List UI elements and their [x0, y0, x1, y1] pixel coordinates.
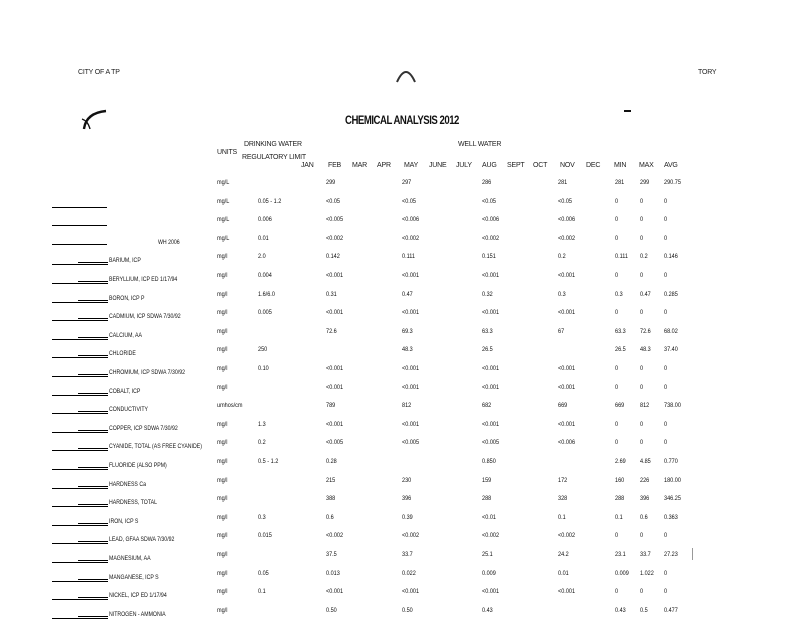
feb-cell: <0.001: [326, 309, 344, 317]
unit-cell: mg/l: [217, 290, 228, 298]
min-cell: 2.69: [615, 458, 626, 465]
row-rule-line-lower: [52, 543, 108, 544]
feb-cell: <0.001: [326, 420, 344, 428]
nov-cell: 0.1: [558, 513, 566, 521]
min-cell: 26.5: [615, 346, 626, 354]
row-rule-line: [78, 541, 108, 542]
max-cell: 0: [640, 588, 644, 596]
nov-cell: <0.002: [558, 532, 576, 540]
avg-cell: 346.25: [664, 495, 681, 503]
min-cell: 0: [615, 365, 619, 372]
nov-cell: 0.01: [558, 569, 569, 577]
header-right-text: TORY: [698, 69, 717, 76]
may-cell: 69.3: [402, 327, 413, 335]
avg-cell: 0: [664, 383, 668, 391]
avg-cell: 0: [664, 420, 668, 428]
row-rule-line: [78, 504, 108, 505]
unit-cell: mg/l: [217, 532, 228, 540]
max-header: MAX: [639, 162, 654, 169]
nov-cell: 0.3: [558, 290, 566, 298]
page-title: CHEMICAL ANALYSIS 2012: [345, 113, 459, 127]
analyte-name: BARIUM, ICP: [109, 257, 141, 265]
aug-cell: 682: [482, 402, 492, 410]
limit-cell: 0.1: [258, 588, 266, 596]
analyte-name: COBALT, ICP: [109, 387, 141, 395]
limit-cell: 0.3: [258, 513, 266, 521]
analyte-name: MANGANESE, ICP S: [109, 573, 159, 581]
unit-cell: mg/l: [217, 495, 228, 503]
may-cell: <0.001: [402, 588, 420, 596]
unit-cell: mg/l: [217, 439, 228, 447]
feb-cell: 0.31: [326, 290, 337, 298]
row-rule-line: [52, 225, 107, 226]
avg-cell: 0: [664, 216, 668, 224]
aug-cell: 25.1: [482, 551, 493, 558]
aug-cell: 159: [482, 476, 492, 484]
row-rule-line: [78, 393, 108, 394]
month-header-dec: DEC: [586, 162, 601, 169]
aug-cell: 0.850: [482, 458, 496, 465]
nov-cell: <0.006: [558, 216, 576, 224]
max-cell: 0: [640, 439, 644, 447]
avg-header: AVG: [664, 162, 678, 169]
max-cell: 299: [640, 179, 650, 186]
max-cell: 0: [640, 216, 644, 224]
min-cell: 0: [615, 234, 619, 242]
unit-cell: mg/l: [217, 253, 228, 261]
avg-cell: 0: [664, 309, 668, 317]
unit-cell: mg/l: [217, 606, 228, 614]
aug-cell: <0.002: [482, 532, 500, 540]
feb-cell: <0.001: [326, 588, 344, 596]
unit-cell: mg/L: [217, 197, 230, 205]
row-rule-line-lower: [52, 376, 108, 377]
feb-cell: 37.5: [326, 551, 337, 558]
max-cell: 72.6: [640, 327, 651, 335]
min-cell: 0: [615, 588, 619, 596]
month-header-june: JUNE: [429, 162, 447, 169]
limit-cell: 0.10: [258, 365, 269, 372]
nov-cell: 24.2: [558, 551, 569, 558]
aug-cell: <0.05: [482, 197, 496, 205]
may-cell: <0.001: [402, 272, 420, 279]
aug-cell: 26.5: [482, 346, 493, 354]
analyte-name: CONDUCTIVITY: [109, 406, 148, 414]
feb-cell: <0.05: [326, 197, 340, 205]
unit-cell: mg/l: [217, 569, 228, 577]
may-cell: <0.002: [402, 234, 420, 242]
limit-cell: 0.006: [258, 216, 272, 224]
row-rule-line-lower: [52, 283, 108, 284]
avg-cell: 0.146: [664, 253, 678, 261]
avg-cell: 0: [664, 197, 668, 205]
analyte-name: HARDNESS Ca: [109, 480, 146, 488]
may-cell: <0.001: [402, 309, 420, 317]
aug-cell: 0.43: [482, 606, 493, 614]
min-cell: 160: [615, 476, 625, 484]
min-cell: 63.3: [615, 327, 626, 335]
limit-cell: 0.2: [258, 439, 266, 447]
row-rule-line: [78, 300, 108, 301]
scan-mark: [624, 110, 631, 112]
unit-cell: mg/l: [217, 383, 228, 391]
row-rule-line: [78, 467, 108, 468]
nov-cell: <0.001: [558, 588, 576, 596]
may-cell: <0.001: [402, 420, 420, 428]
analyte-name: CHROMIUM, ICP SDWA 7/30/92: [109, 369, 185, 376]
limit-cell: 0.05: [258, 569, 269, 577]
row-rule-line: [78, 318, 108, 319]
well-water-header: WELL WATER: [458, 141, 502, 148]
row-rule-line-lower: [52, 320, 108, 321]
row-rule-line: [78, 523, 108, 524]
row-rule-line: [52, 207, 107, 208]
min-cell: 288: [615, 495, 625, 503]
feb-cell: <0.002: [326, 234, 344, 242]
limit-cell: 0.05 - 1.2: [258, 197, 282, 205]
avg-cell: 738.00: [664, 402, 681, 410]
month-header-mar: MAR: [352, 162, 367, 169]
row-rule-line: [78, 262, 108, 263]
unit-cell: mg/l: [217, 309, 228, 317]
limit-cell: 0.015: [258, 532, 272, 540]
aug-cell: <0.001: [482, 309, 500, 317]
may-cell: 812: [402, 402, 412, 410]
min-cell: 0: [615, 272, 619, 279]
analyte-name: NICKEL, ICP ED 1/17/94: [109, 592, 167, 600]
feb-cell: <0.001: [326, 383, 344, 391]
aug-cell: <0.001: [482, 272, 500, 279]
avg-cell: 0.285: [664, 290, 678, 298]
analyte-name: BORON, ICP P: [109, 294, 145, 302]
max-cell: 396: [640, 495, 650, 503]
min-cell: 0: [615, 216, 619, 224]
min-cell: 669: [615, 402, 625, 410]
unit-cell: mg/l: [217, 458, 228, 465]
row-rule-line-lower: [52, 469, 108, 470]
row-rule-line-lower: [52, 450, 108, 451]
avg-cell: 180.00: [664, 476, 681, 484]
nov-cell: <0.001: [558, 365, 576, 372]
unit-cell: mg/l: [217, 272, 228, 279]
min-cell: 0: [615, 383, 619, 391]
row-rule-line-lower: [52, 302, 108, 303]
max-cell: 0.47: [640, 290, 651, 298]
swoosh-logo-icon: [80, 107, 110, 133]
min-cell: 281: [615, 179, 625, 186]
nov-cell: <0.001: [558, 383, 576, 391]
max-cell: 812: [640, 402, 650, 410]
row-rule-line: [78, 281, 108, 282]
min-cell: 0: [615, 532, 619, 540]
avg-cell: 0: [664, 569, 668, 577]
unit-cell: mg/L: [217, 216, 230, 224]
max-cell: 1.022: [640, 569, 654, 577]
row-rule-line-lower: [52, 506, 108, 507]
avg-cell: 0: [664, 365, 668, 372]
avg-cell: 0.770: [664, 458, 678, 465]
min-cell: 0.111: [615, 253, 629, 261]
nov-cell: <0.001: [558, 272, 576, 279]
analyte-name: CADMIUM, ICP SDWA 7/30/92: [109, 313, 181, 321]
nov-cell: 172: [558, 476, 568, 484]
limit-header-line2: REGULATORY LIMIT: [242, 154, 306, 161]
limit-header-line1: DRINKING WATER: [244, 141, 302, 148]
max-cell: 0.2: [640, 253, 648, 261]
aug-cell: <0.001: [482, 365, 500, 372]
unit-cell: mg/l: [217, 551, 228, 558]
unit-cell: mg/l: [217, 513, 228, 521]
aug-cell: 288: [482, 495, 492, 503]
row-rule-line: [78, 374, 108, 375]
avg-cell: 37.40: [664, 346, 678, 354]
unit-cell: mg/l: [217, 327, 228, 335]
may-cell: 0.022: [402, 569, 416, 577]
min-cell: 0.009: [615, 569, 629, 577]
avg-cell: 0: [664, 588, 668, 596]
min-header: MIN: [614, 162, 627, 169]
analyte-name: FLUORIDE (ALSO PPM): [109, 462, 167, 469]
row-rule-line-lower: [52, 395, 108, 396]
min-cell: 0.3: [615, 290, 623, 298]
unit-cell: mg/l: [217, 365, 228, 372]
min-cell: 0.1: [615, 513, 623, 521]
may-cell: <0.001: [402, 383, 420, 391]
aug-cell: 0.32: [482, 290, 493, 298]
aug-cell: <0.001: [482, 383, 500, 391]
max-cell: 33.7: [640, 551, 651, 558]
nov-cell: <0.002: [558, 234, 576, 242]
limit-cell: 1.3: [258, 420, 266, 428]
aug-cell: <0.001: [482, 588, 500, 596]
analyte-name: NITROGEN - AMMONIA: [109, 610, 166, 618]
unit-cell: umhos/cm: [217, 402, 243, 410]
nov-cell: <0.001: [558, 309, 576, 317]
unit-cell: mg/l: [217, 476, 228, 484]
may-cell: 0.39: [402, 513, 413, 521]
nov-cell: 328: [558, 495, 568, 503]
may-cell: <0.001: [402, 365, 420, 372]
max-cell: 0: [640, 420, 644, 428]
month-header-aug: AUG: [482, 162, 497, 169]
aug-cell: <0.006: [482, 216, 500, 224]
avg-cell: 0.477: [664, 606, 678, 614]
avg-cell: 0: [664, 439, 668, 447]
feb-cell: 0.013: [326, 569, 340, 577]
row-rule-line-lower: [52, 413, 108, 414]
max-cell: 0: [640, 197, 644, 205]
max-cell: 0: [640, 234, 644, 242]
feb-cell: <0.001: [326, 272, 344, 279]
row-rule-line: [78, 616, 108, 617]
aug-cell: 0.151: [482, 253, 496, 261]
row-rule-line: [78, 355, 108, 356]
feb-cell: 388: [326, 495, 336, 503]
month-header-jan: JAN: [301, 162, 314, 169]
limit-cell: 0.005: [258, 309, 272, 317]
may-cell: <0.002: [402, 532, 420, 540]
avg-cell: 290.75: [664, 179, 681, 186]
nov-cell: 0.2: [558, 253, 566, 261]
max-cell: 4.85: [640, 458, 651, 465]
row-rule-line-lower: [52, 488, 108, 489]
nov-cell: 281: [558, 179, 568, 186]
nov-cell: <0.001: [558, 420, 576, 428]
avg-cell: 0: [664, 272, 668, 279]
avg-cell: 0.363: [664, 513, 678, 521]
feb-cell: 215: [326, 476, 336, 484]
avg-cell: 0: [664, 234, 668, 242]
unit-cell: mg/l: [217, 588, 228, 596]
row-rule-line-lower: [52, 581, 108, 582]
max-cell: 0: [640, 365, 644, 372]
analyte-name: CHLORIDE: [109, 350, 136, 358]
month-header-may: MAY: [404, 162, 419, 169]
limit-cell: 2.0: [258, 253, 266, 261]
may-cell: <0.05: [402, 197, 416, 205]
limit-cell: 1.6/6.0: [258, 290, 275, 298]
aug-cell: <0.01: [482, 513, 496, 521]
row-rule-line: [78, 486, 108, 487]
max-cell: 0.5: [640, 606, 648, 614]
min-cell: 0: [615, 197, 619, 205]
analyte-name: CYANIDE, TOTAL (AS FREE CYANIDE): [109, 443, 202, 451]
max-cell: 0: [640, 309, 644, 317]
analyte-name: WH 2006: [158, 238, 180, 246]
analyte-name: CALCIUM, AA: [109, 331, 142, 339]
feb-cell: <0.005: [326, 216, 344, 224]
min-cell: 23.1: [615, 551, 626, 558]
avg-cell: 68.02: [664, 327, 678, 335]
avg-cell: 0: [664, 532, 668, 540]
max-cell: 48.3: [640, 346, 651, 354]
max-cell: 0: [640, 383, 644, 391]
month-header-feb: FEB: [328, 162, 342, 169]
analyte-name: BERYLLIUM, ICP ED 1/17/94: [109, 276, 178, 283]
row-rule-line-lower: [52, 525, 108, 526]
limit-cell: 0.004: [258, 272, 272, 279]
row-rule-line: [78, 337, 108, 338]
row-rule-line-lower: [52, 432, 108, 433]
row-rule-line: [78, 448, 108, 449]
may-cell: <0.005: [402, 439, 420, 447]
analyte-name: MAGNESIUM, AA: [109, 555, 151, 562]
feb-cell: <0.001: [326, 365, 344, 372]
row-rule-line-lower: [52, 562, 108, 563]
row-rule-line: [78, 430, 108, 431]
analyte-name: HARDNESS, TOTAL: [109, 499, 157, 507]
analyte-name: LEAD, GFAA SDWA 7/30/92: [109, 536, 175, 544]
row-rule-line-lower: [52, 339, 108, 340]
nov-cell: <0.05: [558, 197, 572, 205]
month-header-oct: OCT: [533, 162, 548, 169]
may-cell: <0.006: [402, 216, 420, 224]
scan-mark-right: [692, 548, 693, 560]
limit-cell: 0.5 - 1.2: [258, 458, 279, 465]
feb-cell: 0.50: [326, 606, 337, 614]
min-cell: 0: [615, 309, 619, 317]
limit-cell: 250: [258, 346, 268, 354]
feb-cell: 299: [326, 179, 336, 186]
may-cell: 396: [402, 495, 412, 503]
aug-cell: <0.001: [482, 420, 500, 428]
month-header-nov: NOV: [560, 162, 575, 169]
feb-cell: <0.002: [326, 532, 344, 540]
may-cell: 0.50: [402, 606, 413, 614]
row-rule-line: [52, 244, 107, 245]
month-header-sept: SEPT: [507, 162, 525, 169]
arch-logo-icon: [394, 64, 418, 84]
analyte-name: COPPER, ICP SDWA 7/30/92: [109, 424, 178, 432]
row-rule-line: [78, 411, 108, 412]
nov-cell: 669: [558, 402, 568, 410]
nov-cell: <0.006: [558, 439, 576, 447]
avg-cell: 27.23: [664, 551, 678, 558]
may-cell: 0.111: [402, 253, 416, 261]
units-header: UNITS: [217, 149, 238, 156]
aug-cell: 63.3: [482, 327, 493, 335]
may-cell: 33.7: [402, 551, 413, 558]
feb-cell: 0.28: [326, 458, 337, 465]
unit-cell: mg/L: [217, 234, 230, 242]
min-cell: 0: [615, 420, 619, 428]
unit-cell: mg/l: [217, 420, 228, 428]
nov-cell: 67: [558, 327, 565, 335]
row-rule-line-lower: [52, 599, 108, 600]
may-cell: 48.3: [402, 346, 413, 354]
max-cell: 0: [640, 532, 644, 540]
month-header-apr: APR: [377, 162, 391, 169]
min-cell: 0.43: [615, 606, 626, 614]
row-rule-line-lower: [52, 264, 108, 265]
aug-cell: 0.009: [482, 569, 496, 577]
max-cell: 226: [640, 476, 650, 484]
may-cell: 230: [402, 476, 412, 484]
min-cell: 0: [615, 439, 619, 447]
row-rule-line: [78, 560, 108, 561]
feb-cell: 0.6: [326, 513, 334, 521]
feb-cell: 789: [326, 402, 336, 410]
unit-cell: mg/L: [217, 179, 230, 186]
header-left-text: CITY OF A TP: [78, 69, 120, 76]
month-header-july: JULY: [456, 162, 472, 169]
feb-cell: 72.6: [326, 327, 337, 335]
limit-cell: 0.01: [258, 234, 269, 242]
may-cell: 0.47: [402, 290, 413, 298]
analyte-name: IRON, ICP S: [109, 517, 139, 525]
row-rule-line: [78, 597, 108, 598]
feb-cell: 0.142: [326, 253, 340, 261]
max-cell: 0: [640, 272, 644, 279]
row-rule-line: [78, 579, 108, 580]
may-cell: 297: [402, 179, 412, 186]
row-rule-line-lower: [52, 357, 108, 358]
aug-cell: 286: [482, 179, 492, 186]
aug-cell: <0.005: [482, 439, 500, 447]
max-cell: 0.6: [640, 513, 648, 521]
feb-cell: <0.005: [326, 439, 344, 447]
unit-cell: mg/l: [217, 346, 228, 354]
aug-cell: <0.002: [482, 234, 500, 242]
